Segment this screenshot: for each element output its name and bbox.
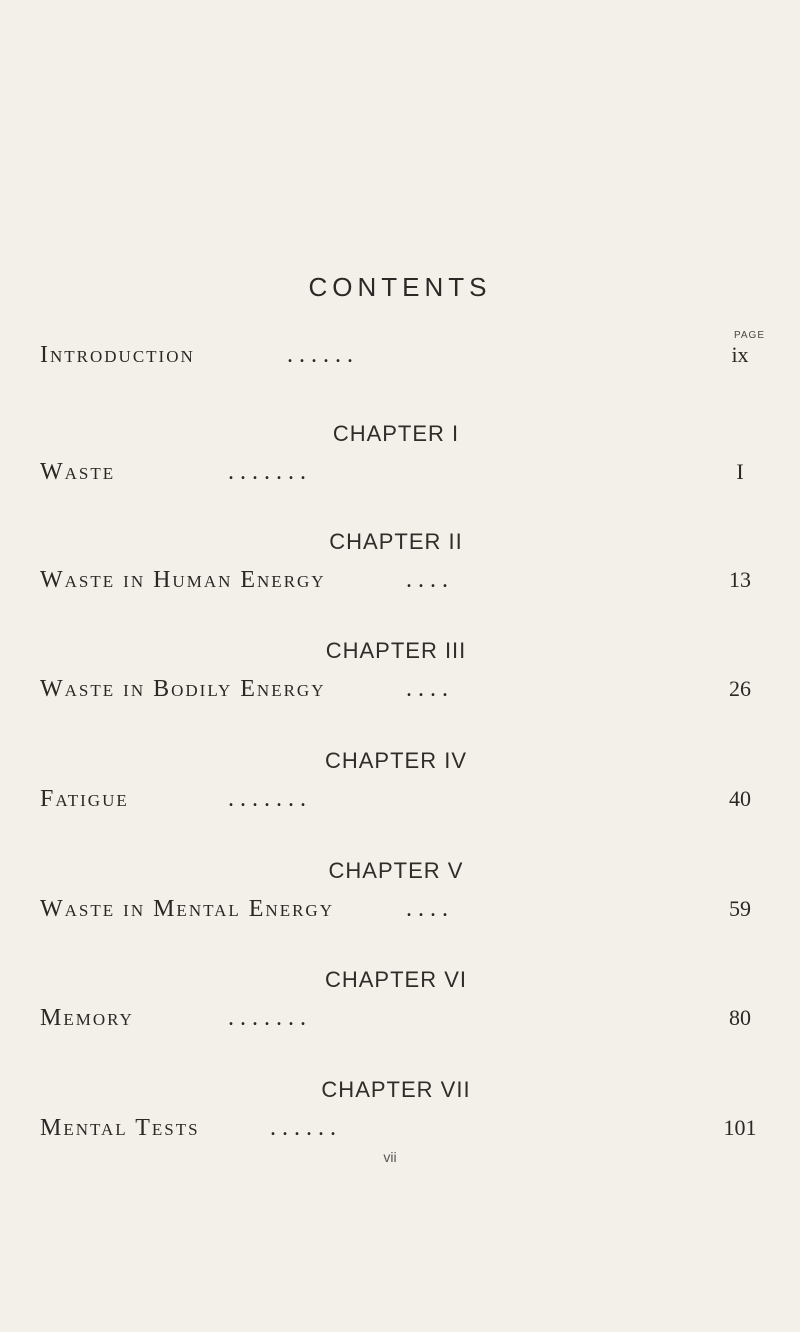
entry-title: Mental Tests <box>40 1115 200 1141</box>
page-column-heading: PAGE <box>733 330 765 341</box>
page-number: I <box>736 459 744 484</box>
page-number: 26 <box>729 676 751 701</box>
chapter-label: CHAPTER VII <box>321 1077 471 1102</box>
dot-leader: . . . . . . <box>270 1115 336 1141</box>
page-number: 59 <box>729 896 751 921</box>
page-number: 40 <box>729 786 751 811</box>
entry-title: Introduction <box>40 342 195 368</box>
entry-title: Memory <box>40 1005 134 1031</box>
toc-entry-chapter-4 <box>40 748 770 814</box>
entry-title: Waste <box>40 459 116 485</box>
chapter-label: CHAPTER I <box>332 421 460 446</box>
page-number: ix <box>731 342 749 367</box>
page-number: 80 <box>729 1005 751 1030</box>
toc-entry-chapter-6 <box>40 967 770 1033</box>
page-title: CONTENTS <box>308 272 492 302</box>
toc-entry-chapter-3 <box>40 638 770 704</box>
dot-leader: . . . . . . . <box>228 786 306 812</box>
page-number: 101 <box>723 1115 757 1140</box>
chapter-label: CHAPTER II <box>329 529 463 554</box>
dot-leader: . . . . <box>406 896 448 922</box>
entry-title: Waste in Mental Energy <box>40 896 334 922</box>
dot-leader: . . . . . . . <box>228 459 306 485</box>
dot-leader: . . . . <box>406 676 448 702</box>
dot-leader: . . . . . . . <box>228 1005 306 1031</box>
chapter-label: CHAPTER VI <box>324 967 468 992</box>
page-folio: vii <box>383 1149 397 1165</box>
page-number: 13 <box>729 567 751 592</box>
toc-entry-introduction <box>40 340 770 370</box>
chapter-label: CHAPTER IV <box>324 748 468 773</box>
entry-title: Waste in Human Energy <box>40 567 326 593</box>
toc-entry-chapter-1 <box>40 421 770 487</box>
dot-leader: . . . . . . <box>287 342 353 368</box>
entry-title: Fatigue <box>40 786 129 812</box>
toc-entry-chapter-5 <box>40 858 770 924</box>
dot-leader: . . . . <box>406 567 448 593</box>
toc-entry-chapter-2 <box>40 529 770 595</box>
chapter-label: CHAPTER III <box>325 638 467 663</box>
entry-title: Waste in Bodily Energy <box>40 676 326 702</box>
toc-entry-chapter-7 <box>40 1077 770 1143</box>
chapter-label: CHAPTER V <box>328 858 464 883</box>
